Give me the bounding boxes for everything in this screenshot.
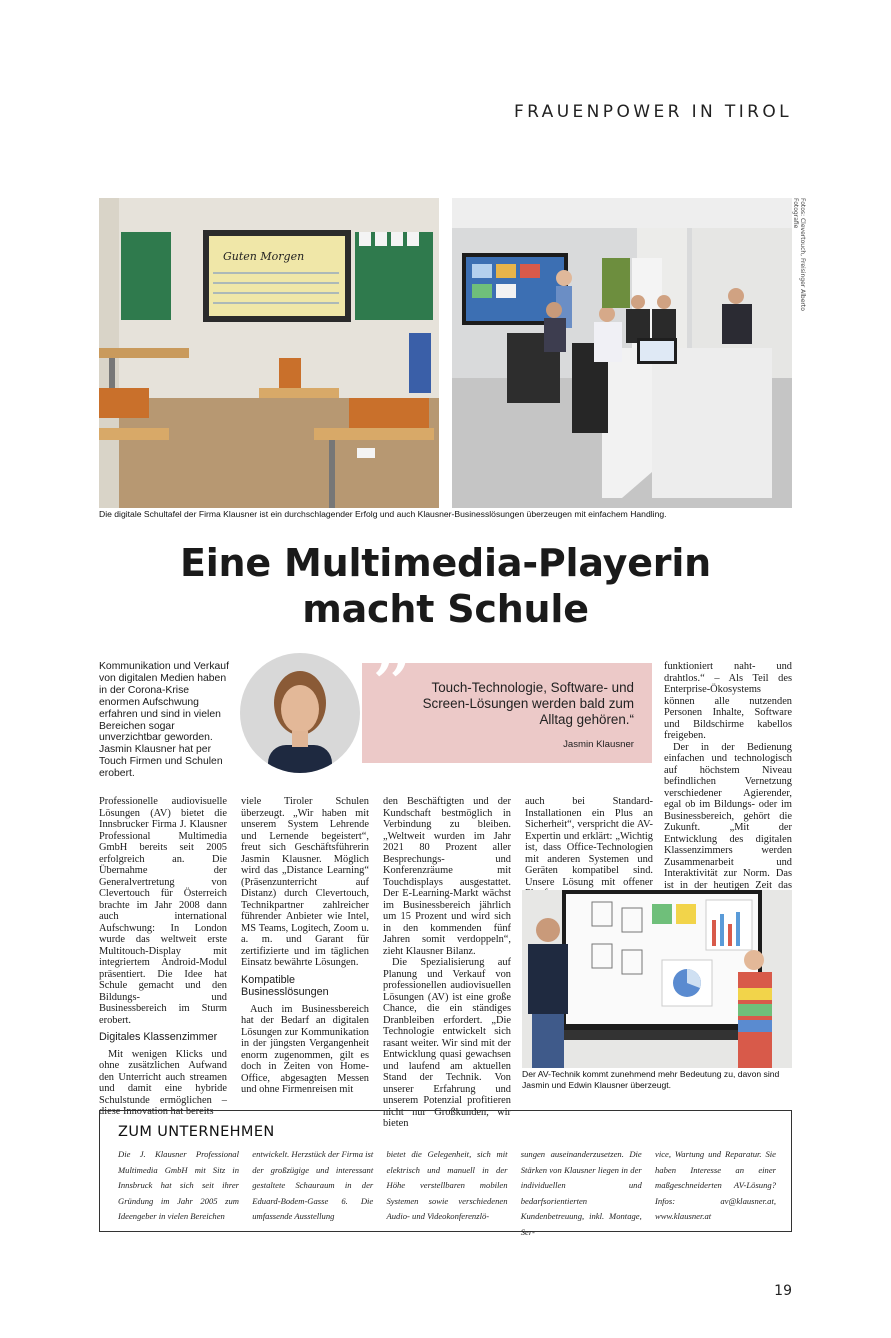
article-column-3: [383, 796, 511, 1130]
paragraph: viele Tiroler Schulen überzeugt. „Wir haben mit unserem System Lehrende und Lernende begeistert“, freut sich Geschäftsführerin Jasmin Klausner. Möglich wird das „Distance Learning“ (Präsenzunterricht auf Distanz) durch Clevertouch, Technikpartner zahlreicher führender Anbieter wie Intel, MS Teams, Logitech, Zoom u. a. m. und Garant für zertifizierte und im täglichen Einsatz bewährte Lösungen.: [241, 796, 369, 968]
photo-caption-bottom: Der AV-Technik kommt zunehmend mehr Bedeutung zu, davon sind Jasmin und Edwin Klausner überzeugt.: [522, 1069, 780, 1090]
paragraph: funktioniert naht- und drahtlos.“ – Als Teil des Enterprise-Ökosystems können alle nutzenden Personen Inhalte, Software und Bildschirme kabellos freigeben.: [664, 661, 792, 741]
company-box-column: Die J. Klausner Professional Multimedia GmbH mit Sitz in Innsbruck hat sich seit ihrer Gründung im Jahr 2005 zum Ideengeber in vielen Bereichen: [118, 1149, 239, 1221]
company-box-column: bietet die Gelegenheit, sich mit elektrisch und manuell in der Höhe verstellbaren mobilen Systemen sowie verschiedenen Audio- und Videokonferenzlö-: [386, 1149, 508, 1221]
article-column-4: [525, 796, 653, 900]
subheading-digital-classroom: Digitales Klassenzimmer: [99, 1031, 218, 1043]
conference-photo: [452, 198, 792, 508]
board-text: Guten Morgen: [223, 250, 305, 263]
headline: [99, 540, 792, 632]
article-column-1: [99, 796, 227, 1118]
paragraph: auch bei Standard-Installationen ein Plus an Sicherheit“, verspricht die AV-Expertin und erklärt: „Wichtig ist, dass Office-Technologien mit anderen Systemen und Geräten kompatibel sind. Unsere Lösung mit offener: [525, 796, 653, 888]
company-box-columns: [118, 1147, 776, 1240]
section-title: FRAUENPOWER IN TIROL: [513, 102, 792, 122]
pull-quote-author: Jasmin Klausner: [563, 739, 634, 750]
paragraph: Auch im Businessbereich hat der Bedarf an digitalen Lösungen zur Kommunikation in der jüngsten Vergangenheit enorm zugenommen, gilt es doch in Zeiten von Home-Office, abgesagten Messen und ohne Firmenreisen mit: [241, 1003, 369, 1095]
company-box-column: vice, Wartung und Reparatur. Sie haben Interesse an einer maßgeschneiderten AV-Lösung? Infos: av@klausner.at, www.klausner.at: [655, 1149, 776, 1221]
portrait-jasmin-klausner: [240, 653, 360, 773]
paragraph: Professionelle audiovisuelle Lösungen (AV) bietet die Innsbrucker Firma J. Klausner Professional Multimedia GmbH bereits seit 2005 erfolgreich an. Die Übernahme der Generalvertretung von Clevertouch für Österreich brachte im Jahr 2008 dann auch international Aufschwung: In London wurde das weltweit erste Multitouch-Display mit integriertem Android-Modul präsentiert. Die Idee hat Schule gemacht und den Bildungs- und Businessbereich im Sturm erobert.: [99, 796, 227, 1026]
company-box-title: ZUM UNTERNEHMEN: [118, 1124, 275, 1140]
intro-text: Kommunikation und Verkauf von digitalen Medien haben in der Corona-Krise enormen Aufschwung erfahren und sind in vielen Bereichen sogar unverzichtbar geworden. Jasmin Klausner hat per Touch Firmen und Schulen erobert.: [99, 661, 229, 780]
company-info-box: [99, 1110, 792, 1237]
page-number: 19: [774, 1283, 792, 1299]
paragraph: den Beschäftigten und der Kundschaft bestmöglich in Verbindung zu bleiben. „Weltweit wurden im Jahr 2021 80 Prozent aller Besprechungs- und Konferenzräume mit Touchdisplays ausgestattet. Der E-Learning-Markt wächst im Businessbereich jährlich um 15 Prozent und wird sich in den kommenden fünf Jahren somit verdoppeln“, zieht Klausner Bilanz.: [383, 796, 511, 957]
klausner-team-photo: [522, 890, 792, 1068]
headline-line-1: Eine Multimedia-Playerin: [179, 541, 712, 585]
paragraph: Die Spezialisierung auf Planung und Verkauf von professionellen audiovisuellen Lösungen (AV) ist eine große Chance, die ein ständiges Dranbleiben erfordert. „Die Technologie entwickelt sich rasant weiter. Wir sind mit der Entwicklung quasi gewachsen und laufend am aktuellen Stand der Technik. Von unserer Erfahrung und unserem Potenzial profitieren nicht nur Großkunden, wir bieten: [383, 957, 511, 1129]
pull-quote-text: Touch-Technologie, Software- und Screen-Lösungen werden bald zum Alltag gehören.“: [422, 680, 634, 727]
paragraph: Mit wenigen Klicks und ohne zusätzlichen Aufwand den Unterricht auch streamen und damit eine hybride Schulstunde ermöglichen – diese Innovation hat bereits: [99, 1048, 227, 1117]
classroom-photo: [99, 198, 439, 508]
photo-caption-top: Die digitale Schultafel der Firma Klausner ist ein durchschlagender Erfolg und auch Klausner-Businesslösungen überzeugen mit einfachem Handling.: [99, 509, 667, 519]
headline-line-2: macht Schule: [302, 587, 589, 631]
company-box-column: sungen auseinanderzusetzen. Die Stärken von Klausner liegen in der individuellen und bedarfsorientierten Kundenbetreuung, inkl. Montage, Ser-: [520, 1149, 642, 1237]
quote-mark-icon: ”: [370, 639, 413, 737]
paragraph: Der in der Bedienung einfachen und technologisch auf höchstem Niveau befindlichen Vernetzung verschiedener Agierender, egal ob im Bildungs- oder im Businessbereich, gehört die Zukunft. „Mit der Entwicklung des digitalen Klassenzimmers werden Zusammenarbeit und Interaktivität zur Norm. Das ist in der heutigen Zeit das: [664, 741, 792, 891]
subheading-business-solutions: Kompatible Businesslösungen: [241, 973, 329, 998]
article-column-5: [664, 661, 792, 914]
company-box-column: entwickelt. Herzstück der Firma ist der großzügige und interessant gestaltete Schauraum in der Eduard-Bodem-Gasse 6. Die umfassende Ausstellung: [252, 1149, 374, 1221]
article-column-2: [241, 796, 369, 1096]
photo-credit: Fotos: Clevertouch, Freisinger Alberto Fotografie: [792, 198, 806, 311]
